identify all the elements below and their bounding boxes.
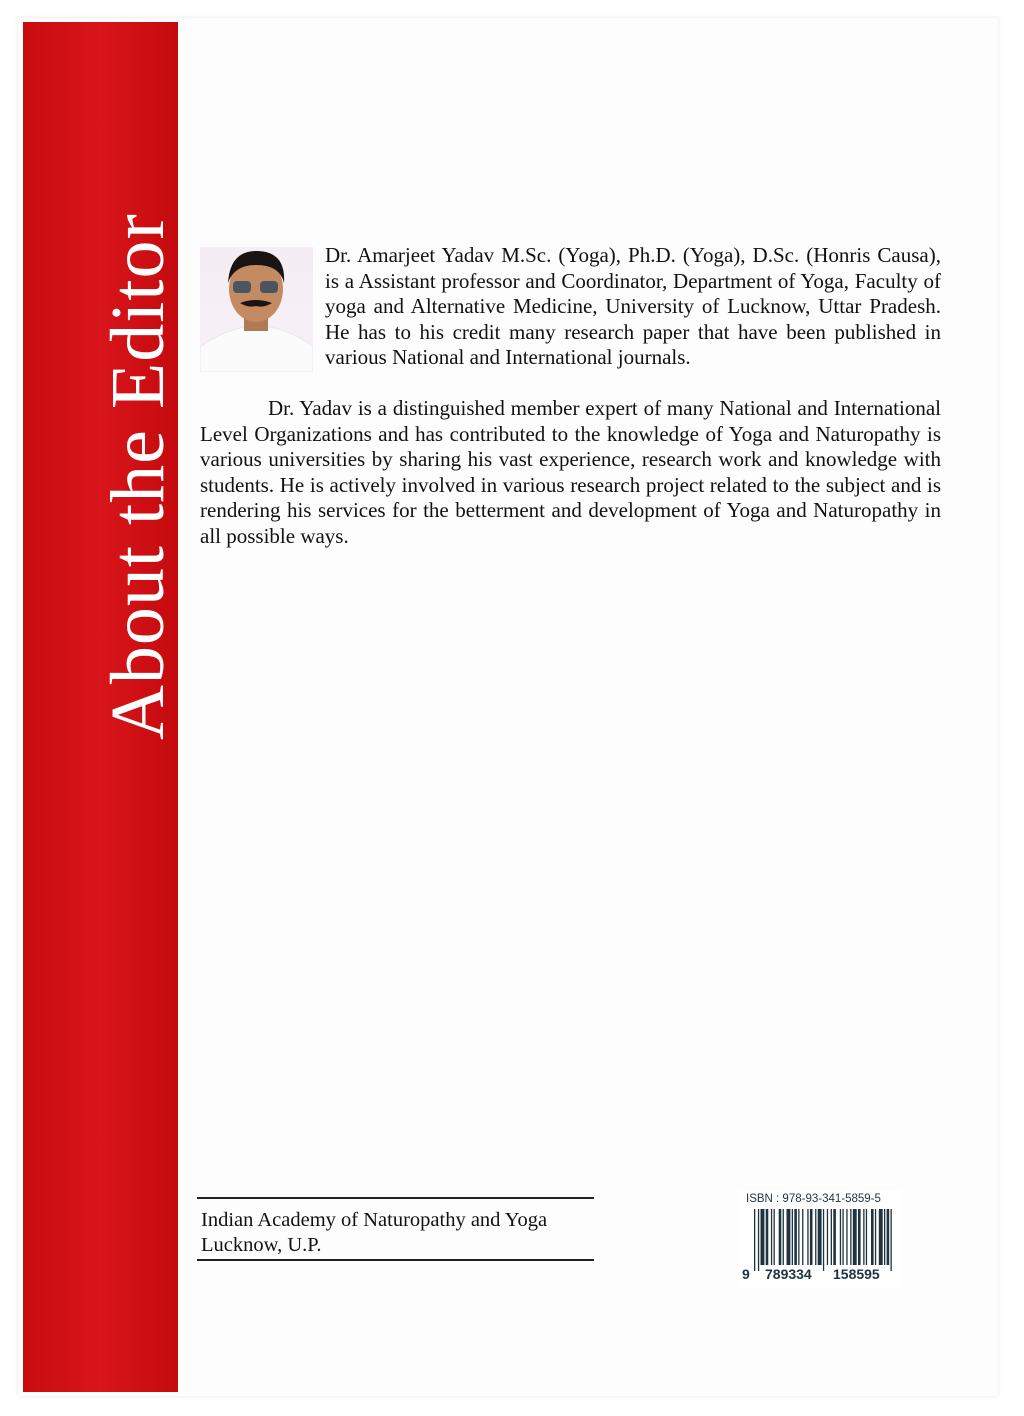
barcode-bar — [871, 1209, 874, 1265]
divider-top — [197, 1197, 594, 1199]
barcode-bar — [891, 1209, 892, 1271]
barcode-digits-right: 158595 — [833, 1266, 880, 1282]
barcode-bar — [863, 1209, 864, 1265]
barcode-bar — [815, 1209, 816, 1265]
barcode-bar — [774, 1209, 775, 1265]
publisher-location: Lucknow, U.P. — [201, 1234, 322, 1256]
barcode-bar — [792, 1209, 793, 1265]
publisher-block — [201, 1208, 547, 1258]
divider-bottom — [197, 1259, 594, 1261]
barcode-icon — [754, 1209, 894, 1271]
barcode-bar — [879, 1209, 883, 1265]
section-title: About the Editor — [96, 213, 180, 740]
editor-portrait-icon — [200, 247, 313, 372]
barcode-bar — [802, 1209, 803, 1265]
barcode-bar — [884, 1209, 885, 1265]
barcode-bar — [771, 1209, 772, 1265]
isbn-label: ISBN : 978-93-341-5859-5 — [746, 1193, 881, 1205]
barcode-bar — [818, 1209, 822, 1265]
barcode-bar — [787, 1209, 791, 1265]
barcode-bar — [783, 1209, 784, 1265]
barcode-bar — [823, 1209, 824, 1271]
barcode-bar — [840, 1209, 841, 1265]
barcode-bar — [798, 1209, 799, 1265]
barcode-bar — [831, 1209, 832, 1265]
isbn-barcode — [738, 1190, 902, 1288]
editor-photo — [200, 247, 313, 372]
barcode-bar — [842, 1209, 843, 1265]
barcode-bar — [794, 1209, 797, 1265]
barcode-bar — [807, 1209, 808, 1265]
editor-bio-paragraph-2: Dr. Yadav is a distinguished member expert of many National and International Level Organizations and has contributed to the knowledge of Yoga and Naturopathy is various universities by sharing his vast experience, research work and knowledge with students. He is actively involved in various research project related to the subject and is rendering his services for the betterment and development of Yoga and Naturopathy in all possible ways. — [200, 396, 941, 548]
barcode-digits-left: 789334 — [765, 1266, 812, 1282]
barcode-bar — [875, 1209, 876, 1265]
barcode-lead-digit: 9 — [742, 1266, 750, 1282]
barcode-bar — [779, 1209, 782, 1265]
barcode-bar — [853, 1209, 857, 1265]
barcode-bar — [761, 1209, 765, 1265]
publisher-name: Indian Academy of Naturopathy and Yoga — [201, 1209, 548, 1231]
barcode-bar — [758, 1209, 759, 1271]
barcode-bar — [833, 1209, 836, 1265]
barcode-bar — [754, 1209, 755, 1271]
editor-bio-paragraph-1: Dr. Amarjeet Yadav M.Sc. (Yoga), Ph.D. (Yoga), D.Sc. (Honris Causa), is a Assistant professor and Coordinator, Department of Yoga, Faculty of yoga and Alternative Medicine, University of Lucknow, Uttar Pradesh. He has to his credit many research paper that have been published in various National and International journals. — [325, 243, 941, 369]
barcode-bar — [850, 1209, 851, 1265]
barcode-bar — [858, 1209, 861, 1265]
barcode-bar — [827, 1209, 828, 1265]
barcode-bar — [846, 1209, 847, 1265]
barcode-bar — [866, 1209, 867, 1265]
barcode-bar — [887, 1209, 890, 1265]
barcode-bar — [810, 1209, 813, 1265]
barcode-bar — [766, 1209, 769, 1265]
